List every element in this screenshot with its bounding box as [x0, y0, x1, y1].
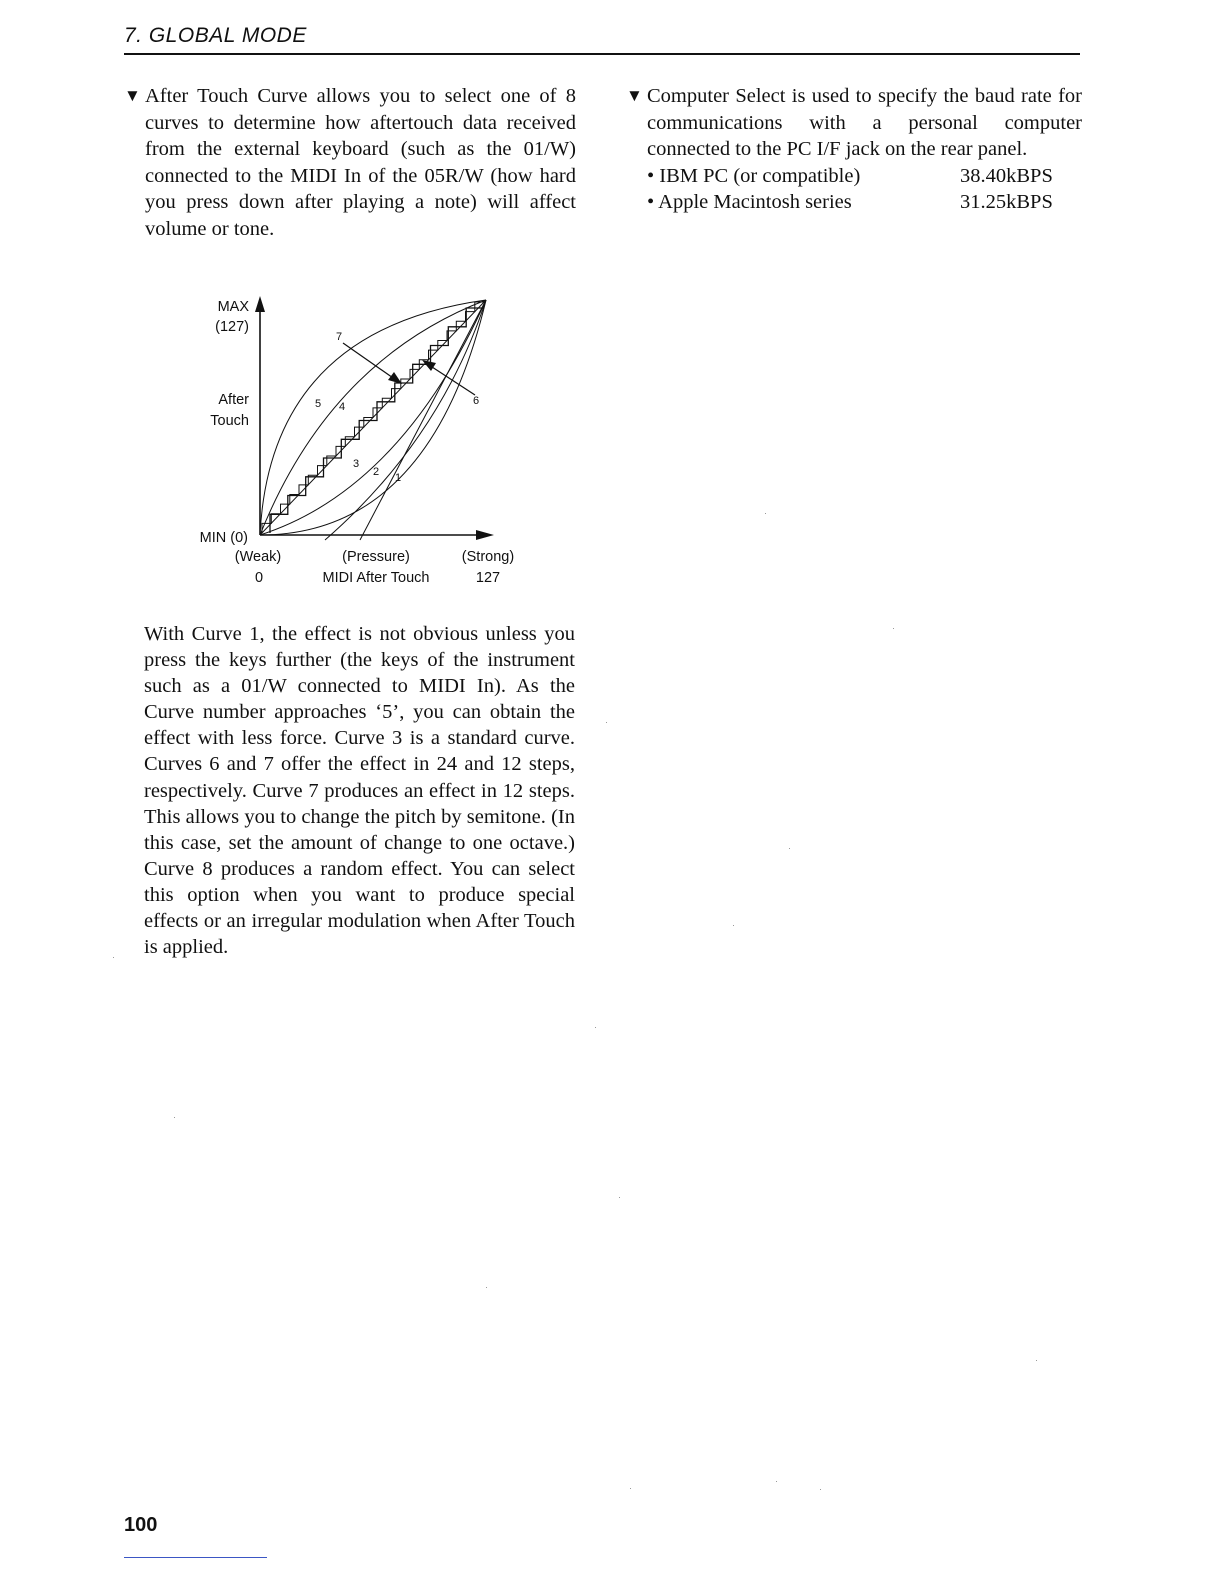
- triangle-bullet-icon: ▼: [124, 86, 141, 105]
- after-touch-curve-diagram: [190, 290, 530, 590]
- scan-speck: [789, 848, 790, 849]
- scan-speck: [630, 1488, 631, 1489]
- rate-value: 31.25kBPS: [960, 191, 1053, 214]
- after-touch-curve-text: After Touch Curve allows you to select one of 8 curves to determine how aftertouch data received from the external keyboard (such as the 01/W) connected to the MIDI In of the 05R/W (how hard you press down after playing a note) will affect volume or tone.: [145, 85, 576, 240]
- page-header-title: 7. GLOBAL MODE: [124, 24, 307, 47]
- y-axis-arrow-icon: [255, 296, 265, 312]
- curve-1-right: [325, 300, 486, 540]
- scan-speck: [486, 1287, 487, 1288]
- curve-label-2: 2: [373, 466, 380, 478]
- x-min-value: 0: [254, 570, 264, 586]
- rate-row: [626, 163, 1082, 190]
- scan-speck: [1036, 1360, 1037, 1361]
- scan-speck: [113, 957, 114, 958]
- scan-speck: [776, 1481, 777, 1482]
- pointer-7-arrow-icon: [388, 372, 402, 384]
- scan-speck: [595, 1027, 596, 1028]
- x-axis-arrow-icon: [476, 530, 494, 540]
- scan-speck: [619, 1197, 620, 1198]
- y-min-label: MIN (0): [199, 530, 248, 546]
- curve-6-right: [360, 300, 486, 540]
- curve-label-7: 7: [336, 331, 343, 343]
- scan-speck: [765, 513, 766, 514]
- after-touch-curve-paragraph: [124, 83, 576, 243]
- scan-speck: [174, 1117, 175, 1118]
- header-rule: [124, 53, 1080, 55]
- y-max-value: (127): [215, 319, 249, 335]
- x-pressure-label: (Pressure): [342, 549, 410, 565]
- triangle-bullet-icon: ▼: [626, 86, 643, 105]
- curve-description: With Curve 1, the effect is not obvious unless you press the keys further (the keys of the instrument such as a 01/W connected to MIDI In). As the Curve number approaches ‘5’, you can obtain the effect with less force. Curve 3 is a standard curve. Curves 6 and 7 offer the effect in 24 and 12 steps, respectively. Curve 7 produces an effect in 12 steps. This allows you to change the pitch by semitone. (In this case, set the amount of change to one octave.) Curve 8 produces a random effect. You can select this option when you want to produce special effects or an irregular modulation when After Touch is applied.: [144, 623, 575, 959]
- scan-speck: [733, 925, 734, 926]
- rate-value: 38.40kBPS: [960, 164, 1053, 187]
- scan-speck: [606, 722, 607, 723]
- y-axis-label-touch: Touch: [210, 413, 249, 429]
- curve-7-steps: [270, 308, 484, 533]
- scan-speck: [893, 628, 894, 629]
- pointer-6: [429, 365, 475, 395]
- scan-speck: [820, 1489, 821, 1490]
- y-max-label: MAX: [217, 299, 249, 315]
- x-strong-label: (Strong): [461, 549, 515, 565]
- curve-label-5: 5: [315, 398, 322, 410]
- rate-label: • Apple Macintosh series: [647, 191, 852, 214]
- curve-label-4: 4: [339, 401, 346, 413]
- x-weak-label: (Weak): [234, 549, 282, 565]
- x-max-value: 127: [475, 570, 501, 586]
- computer-select-text: Computer Select is used to specify the baud rate for communications with a personal computer connected to the PC I/F jack on the rear panel.: [647, 85, 1082, 161]
- curve-label-6: 6: [473, 395, 480, 407]
- y-axis-label-after: After: [218, 392, 249, 408]
- curve-label-3: 3: [353, 458, 360, 470]
- left-column: [124, 83, 576, 243]
- page-number: 100: [124, 1514, 158, 1536]
- footer-rule: [124, 1557, 267, 1558]
- pointer-7: [343, 343, 396, 380]
- right-column: [626, 83, 1082, 216]
- after-touch-curve-figure: [190, 290, 530, 590]
- rate-row: [626, 189, 1082, 216]
- curve-group: [260, 300, 486, 540]
- pointer-6-arrow-icon: [422, 360, 436, 371]
- computer-select-paragraph: [626, 83, 1082, 163]
- rate-label: • IBM PC (or compatible): [647, 164, 861, 187]
- curve-label-1: 1: [395, 472, 402, 484]
- x-axis-title: MIDI After Touch: [322, 570, 430, 586]
